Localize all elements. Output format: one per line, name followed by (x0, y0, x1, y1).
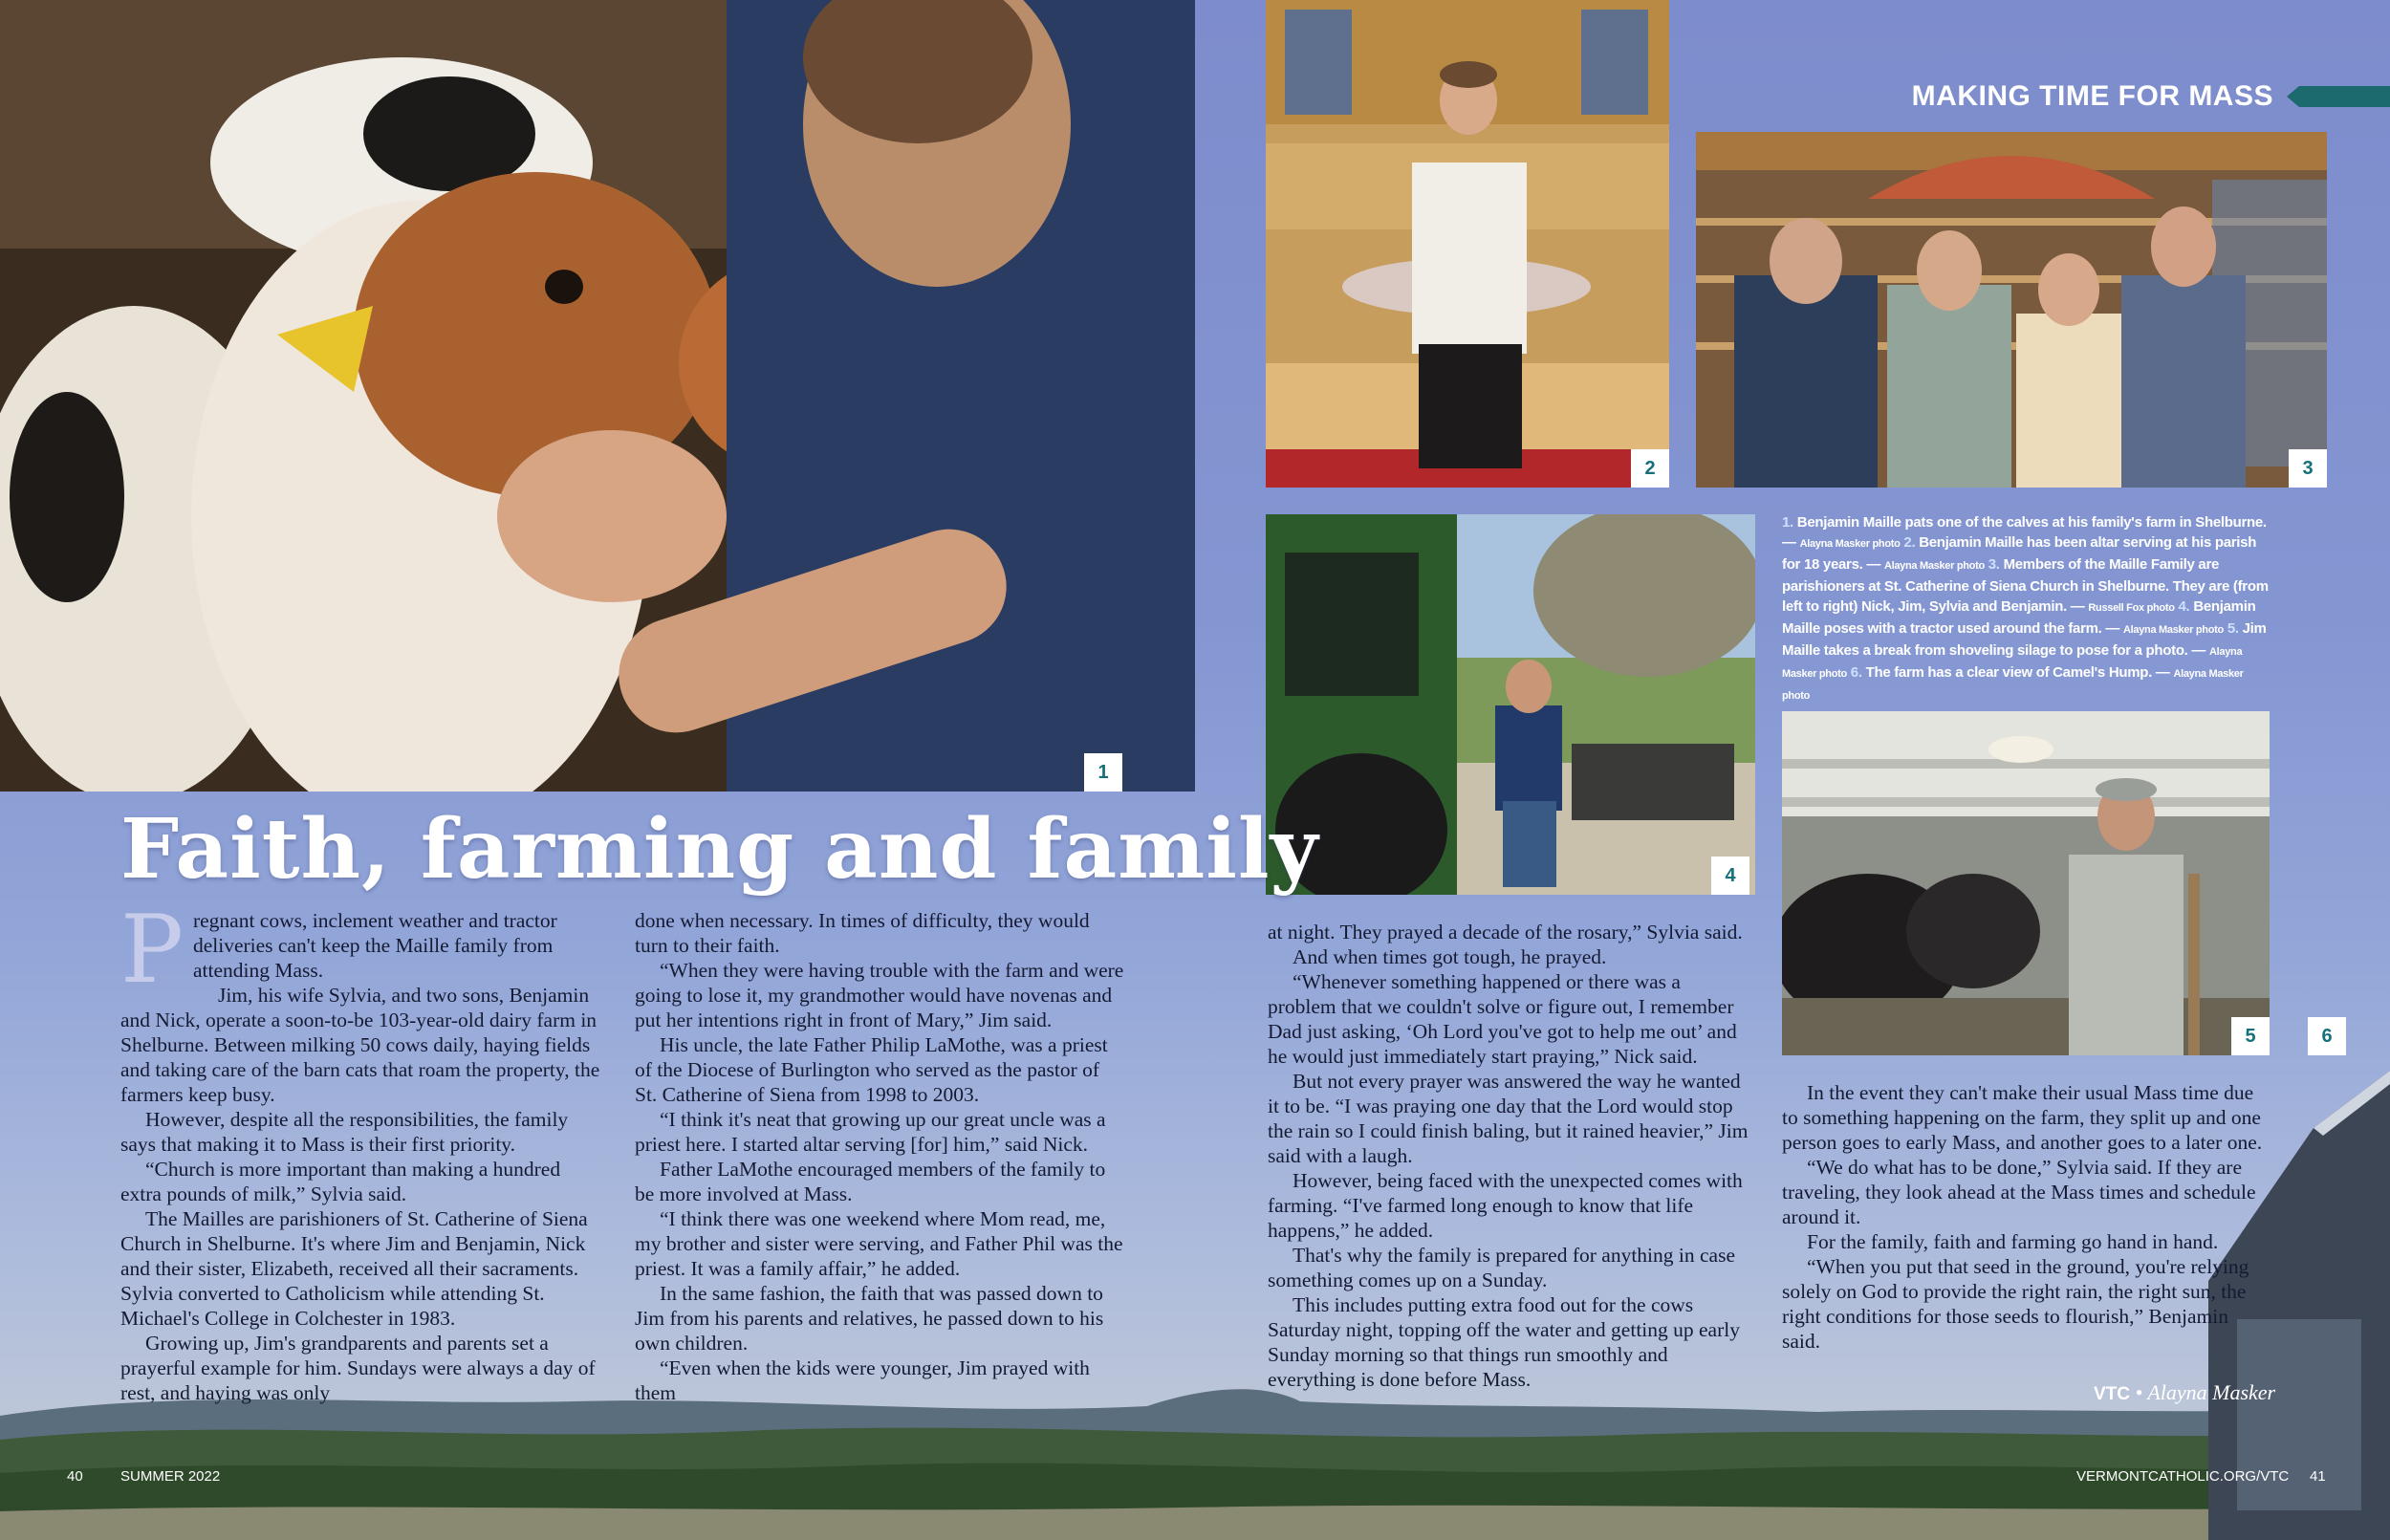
caption-number: 1. (1782, 514, 1793, 531)
paragraph: However, despite all the responsibilities, the family says that making it to Mass is their first priority. (120, 1108, 569, 1156)
paragraph: The Mailles are parishioners of St. Catherine of Siena Church in Shelburne. It's where Jim and Benjamin, Nick and their sister, Elizabeth, received all their sacraments. Sylvia converted to Catholicism while attending St. Michael's College in Colchester in 1983. (120, 1207, 588, 1330)
paragraph: “I think it's neat that growing up our great uncle was a priest here. I started altar serving [for] him,” said Nick. (635, 1108, 1106, 1156)
caption-text: Members of the Maille Family are parishioners at St. Catherine of Siena Church in Shelburne. They are (from left to right) Nick, Jim, Sylvia and Benjamin. — (1782, 556, 2269, 615)
paragraph: In the event they can't make their usual Mass time due to something happening on the farm, they split up and one person goes to early Mass, and another goes to a later one. (1782, 1081, 2263, 1154)
byline-brand: VTC (2094, 1384, 2130, 1404)
byline-separator: • (2130, 1380, 2148, 1404)
photo-number-5: 5 (2231, 1017, 2270, 1055)
photo-number-6: 6 (2308, 1017, 2346, 1055)
paragraph: Growing up, Jim's grandparents and parents set a prayerful example for him. Sundays were always a day of rest, and haying was only (120, 1332, 596, 1404)
caption-text: Benjamin Maille has been altar serving at his parish for 18 years. — (1782, 534, 2257, 573)
folio-url: VERMONTCATHOLIC.ORG/VTC (2076, 1468, 2290, 1485)
caption-credit: Alayna Masker photo (1883, 560, 1985, 572)
paragraph: “Church is more important than making a hundred extra pounds of milk,” Sylvia said. (120, 1158, 561, 1205)
body-column-3 (1268, 920, 1751, 1392)
photo-number-2: 2 (1631, 449, 1669, 488)
paragraph: Jim, his wife Sylvia, and two sons, Benjamin and Nick, operate a soon-to-be 103-year-old dairy farm in Shelburne. Between milking 50 cows daily, haying fields and taking care of the barn cats that roam the property, the farmers keep busy. (120, 984, 600, 1106)
paragraph: And when times got tough, he prayed. (1293, 945, 1607, 968)
caption-text: The farm has a clear view of Camel's Hump. — (1865, 664, 2170, 681)
caption-text: Jim Maille takes a break from shoveling silage to pose for a photo. — (1782, 620, 2267, 659)
paragraph: But not every prayer was answered the way he wanted it to be. “I was praying one day that the Lord would stop the rain so I could finish baling, but it rained heavier,” Jim said with a laugh. (1268, 1070, 1749, 1167)
section-accent-bar (2287, 86, 2390, 107)
byline (2094, 1380, 2275, 1405)
caption-credit: Alayna Masker photo (1782, 668, 2244, 702)
caption-number: 5. (2227, 620, 2239, 637)
paragraph: Father LaMothe encouraged members of the family to be more involved at Mass. (635, 1158, 1106, 1205)
section-header (1912, 75, 2390, 119)
caption-credit: Alayna Masker photo (2122, 624, 2224, 636)
paragraph: “When you put that seed in the ground, you're relying solely on God to provide the right rain, the right sun, the right conditions for those seeds to flourish,” Benjamin said. (1782, 1255, 2249, 1353)
paragraph: done when necessary. In times of difficulty, they would turn to their faith. (635, 909, 1090, 957)
paragraph: His uncle, the late Father Philip LaMothe, was a priest of the Diocese of Burlington who served as the pastor of St. Catherine of Siena from 1998 to 2003. (635, 1033, 1108, 1106)
photo-tractor (1266, 514, 1755, 895)
caption-credit: Russell Fox photo (2088, 602, 2175, 614)
folio-page-left: 40 (67, 1468, 83, 1485)
drop-cap: P (120, 896, 184, 1005)
photo-number-1: 1 (1084, 753, 1122, 792)
paragraph: at night. They prayed a decade of the rosary,” Sylvia said. (1268, 921, 1743, 944)
folio-issue: SUMMER 2022 (120, 1468, 221, 1485)
caption-credit: Alayna Masker photo (1799, 538, 1901, 550)
paragraph: “We do what has to be done,” Sylvia said. If they are traveling, they look ahead at the Mass times and schedule around it. (1782, 1156, 2256, 1228)
photo-altar-server (1266, 0, 1669, 488)
photo-number-3: 3 (2289, 449, 2327, 488)
paragraph-text: regnant cows, inclement weather and tractor deliveries can't keep the Maille family from attending Mass. (192, 909, 557, 982)
folio-page-right: 41 (2310, 1468, 2326, 1485)
body-column-4 (1782, 1080, 2271, 1354)
photo-number-4: 4 (1711, 857, 1749, 895)
caption-number: 6. (1850, 664, 1862, 681)
paragraph: “Whenever something happened or there was a problem that we couldn't solve or figure out, I remember Dad just asking, ‘Oh Lord you've got to help me out’ and he would just immediately start praying,” Nick said. (1268, 970, 1737, 1068)
body-column-1 (120, 896, 604, 1405)
paragraph: However, being faced with the unexpected comes with farming. “I've farmed long enough to know that life happens,” he added. (1268, 1169, 1743, 1242)
paragraph: This includes putting extra food out for the cows Saturday night, topping off the water and getting up early Sunday morning so that things run smoothly and everything is done before Mass. (1268, 1293, 1740, 1391)
caption-number: 4. (2178, 598, 2190, 615)
caption-text: Benjamin Maille pats one of the calves at his family's farm in Shelburne. — (1782, 514, 2267, 551)
caption-text: Benjamin Maille poses with a tractor used around the farm. — (1782, 598, 2256, 637)
photo-barn (1782, 711, 2270, 1055)
caption-number: 3. (1988, 556, 2000, 573)
article-headline: Faith, farming and family (120, 801, 1319, 898)
body-column-2 (635, 908, 1126, 1405)
paragraph: In the same fashion, the faith that was passed down to Jim from his parents and relatives, he passed down to his own children. (635, 1282, 1104, 1355)
paragraph (120, 896, 604, 1005)
section-title: MAKING TIME FOR MASS (1911, 80, 2273, 112)
paragraph: “Even when the kids were younger, Jim prayed with them (635, 1356, 1090, 1404)
photo-captions (1782, 512, 2270, 706)
paragraph: That's why the family is prepared for anything in case something comes up on a Sunday. (1268, 1244, 1735, 1291)
paragraph: “I think there was one weekend where Mom read, me, my brother and sister were serving, and Father Phil was the priest. It was a family affair,” he added. (635, 1207, 1123, 1280)
photo-family (1696, 132, 2327, 488)
byline-author: Alayna Masker (2147, 1380, 2276, 1404)
paragraph: “When they were having trouble with the farm and were going to lose it, my grandmother would have novenas and put her intentions right in front of Mary,” Jim said. (635, 959, 1124, 1031)
paragraph: For the family, faith and farming go hand in hand. (1807, 1230, 2219, 1253)
caption-credit: Alayna Masker photo (1782, 646, 2243, 680)
photo-calf (0, 0, 1195, 792)
caption-number: 2. (1903, 534, 1916, 551)
